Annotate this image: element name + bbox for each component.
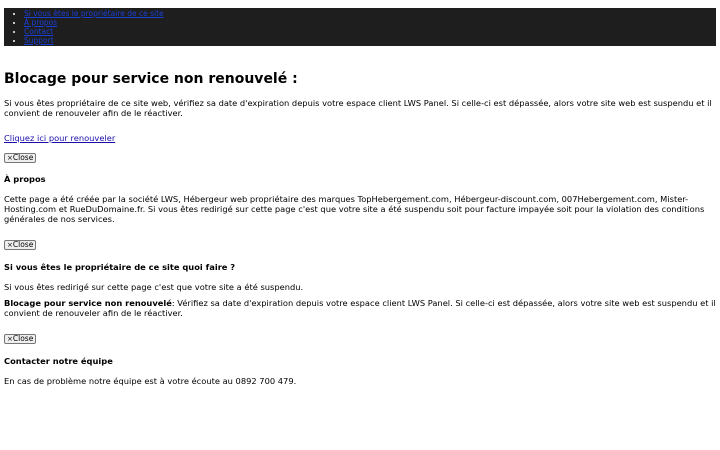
close-label: Close — [12, 153, 34, 162]
renew-link[interactable]: Cliquez ici pour renouveler — [4, 133, 116, 143]
nav-list — [4, 9, 716, 45]
owner-heading: Si vous êtes le propriétaire de ce site quoi faire ? — [4, 262, 236, 272]
intro-text: Si vous êtes propriétaire de ce site web, vérifiez sa date d'expiration depuis votre espace client LWS Panel. Si celle-ci est dépassée, alors votre site web est suspendu et il convient de renouveler afin de le réactiver. — [4, 98, 712, 118]
nav-link-support[interactable]: Support — [24, 36, 54, 45]
renew-link-wrap — [4, 126, 716, 145]
nav-link-about[interactable]: À propos — [24, 18, 58, 27]
page-title: Blocage pour service non renouvelé : — [4, 71, 298, 87]
close-icon: × — [7, 154, 13, 162]
close-label: Close — [12, 240, 34, 249]
nav-item — [24, 18, 716, 27]
about-heading: À propos — [4, 174, 46, 184]
close-button[interactable] — [4, 334, 36, 344]
close-wrap-1 — [4, 145, 716, 164]
blocage-label: Blocage pour service non renouvelé — [4, 298, 172, 308]
nav-link-owner[interactable]: Si vous êtes le propriétaire de ce site — [24, 9, 164, 18]
nav-item — [24, 27, 716, 36]
about-text: Cette page a été créée par la société LWS, Hébergeur web propriétaire des marques TopHebergement.com, Hébergeur-discount.com, 007Hebergement.com, Mister-Hosting.com et RueDuDomaine.fr. Si vous êtes redirigé sur cette page c'est que votre site a été suspendu soit pour facture impayée soit pour la violation des conditions générales de nos services. — [4, 194, 705, 224]
close-icon: × — [7, 241, 13, 249]
blocage-paragraph — [4, 298, 716, 318]
contact-heading: Contacter notre équipe — [4, 356, 113, 366]
close-icon: × — [7, 335, 13, 343]
close-label: Close — [12, 334, 34, 343]
contact-text: En cas de problème notre équipe est à votre écoute au 0892 700 479. — [4, 376, 297, 386]
main-content — [4, 70, 716, 386]
close-button[interactable] — [4, 240, 36, 250]
nav-link-contact[interactable]: Contact — [24, 27, 54, 36]
close-wrap-2 — [4, 232, 716, 251]
nav-item — [24, 36, 716, 45]
owner-text: Si vous êtes redirigé sur cette page c'est que votre site a été suspendu. — [4, 282, 304, 292]
close-wrap-3 — [4, 326, 716, 345]
blocage-text: : Vérifiez sa date d'expiration depuis votre espace client LWS Panel. Si celle-ci est dépassée, alors votre site web est suspendu et il convient de renouveler afin de le réactiver. — [4, 298, 716, 318]
close-button[interactable] — [4, 153, 36, 163]
top-nav-bar — [4, 8, 716, 46]
nav-item — [24, 9, 716, 18]
